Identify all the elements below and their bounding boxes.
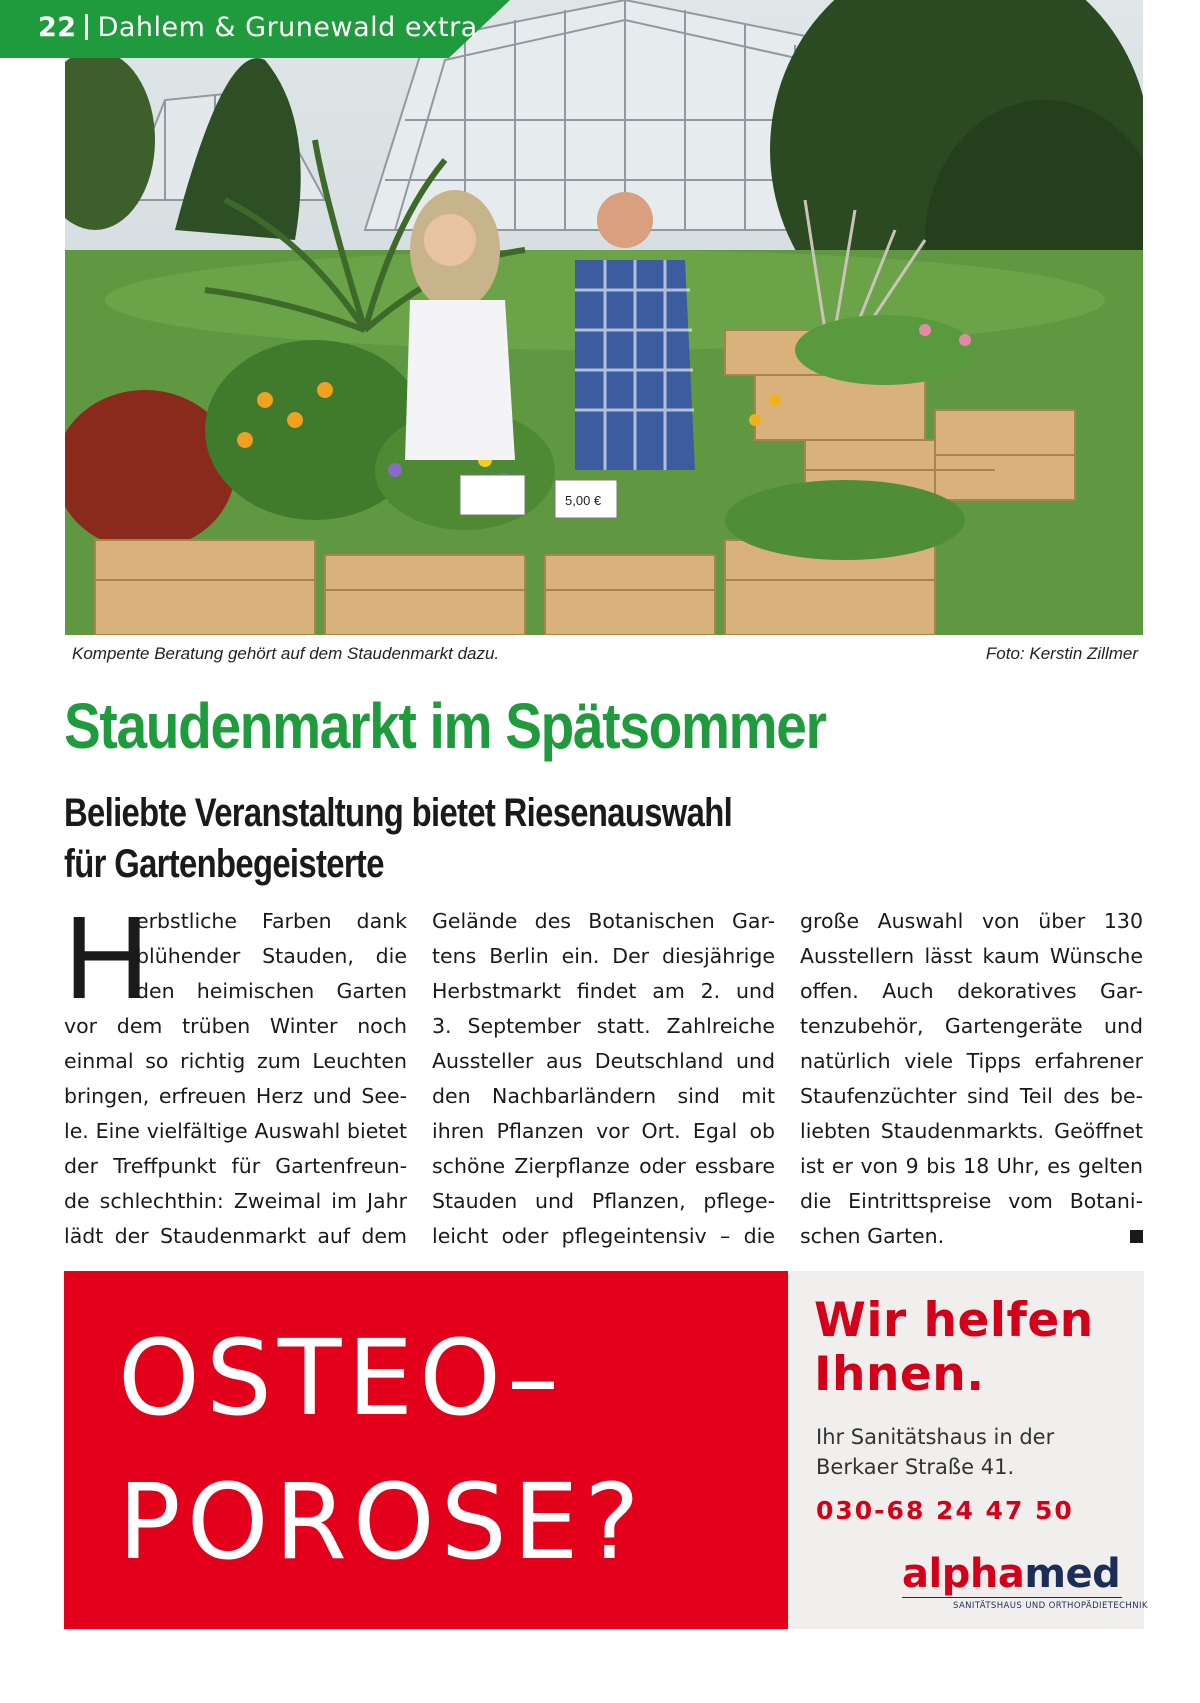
article-photo — [65, 0, 1143, 635]
ad-address-line: Ihr Sanitätshaus in der — [816, 1425, 1055, 1449]
article-subheadline — [64, 788, 884, 890]
page-number: 22 — [38, 12, 77, 43]
text-line: der Treffpunkt für Gartenfreun- — [64, 1154, 407, 1178]
ad-address-line: Berkaer Straße 41. — [816, 1455, 1015, 1479]
logo-part-med: med — [1024, 1551, 1121, 1597]
ad-headline-line: Ihnen. — [814, 1347, 985, 1402]
logo-tagline: SANITÄTSHAUS UND ORTHOPÄDIETECHNIK — [953, 1601, 1148, 1611]
photo-caption: Kompente Beratung gehört auf dem Staudenmarkt dazu. — [72, 644, 500, 663]
text-line: den Nachbarländern sind mit — [432, 1084, 775, 1108]
section-title: Dahlem & Grunewald extra — [97, 12, 478, 43]
end-mark-icon — [1130, 1230, 1143, 1243]
header-separator — [85, 14, 88, 40]
text-line: le. Eine vielfältige Auswahl bietet — [64, 1119, 407, 1143]
alphamed-logo — [902, 1552, 1120, 1596]
subheadline-line: Beliebte Veranstaltung bietet Riesenauswahl — [64, 791, 733, 835]
ad-headline-line: Wir helfen — [814, 1293, 1094, 1348]
text-line: ist er von 9 bis 18 Uhr, es gelten — [800, 1154, 1143, 1178]
text-line: tenzubehör, Gartengeräte und — [800, 1014, 1143, 1038]
text-line: offen. Auch dekoratives Gar- — [800, 979, 1143, 1003]
article-column-2 — [432, 904, 775, 1254]
article-headline: Staudenmarkt im Spätsommer — [64, 690, 826, 762]
text-line: liebten Staudenmarkts. Geöffnet — [800, 1119, 1143, 1143]
photo-caption-row — [72, 644, 1138, 670]
text-line: erbstliche Farben dank — [136, 909, 407, 933]
text-line: Aussteller aus Deutschland und — [432, 1049, 775, 1073]
text-line: schöne Zierpflanze oder essbare — [432, 1154, 775, 1178]
text-line: 3. September statt. Zahlreiche — [432, 1014, 775, 1038]
text-line: de schlechthin: Zweimal im Jahr — [64, 1189, 407, 1213]
text-line: lädt der Staudenmarkt auf dem — [64, 1224, 407, 1248]
text-line-last — [800, 1219, 1143, 1254]
text-line: ihren Pflanzen vor Ort. Egal ob — [432, 1119, 775, 1143]
text-line: die Eintrittspreise vom Botani- — [800, 1189, 1143, 1213]
ad-address — [816, 1422, 1054, 1482]
price-sign: 5,00 € — [565, 493, 602, 508]
text-line: leicht oder pflegeintensiv – die — [432, 1224, 775, 1248]
text-line: blühender Stauden, die — [136, 944, 407, 968]
ad-big-text-line-1: OSTEO– — [118, 1317, 565, 1439]
text-line: natürlich viele Tipps erfahrener — [800, 1049, 1143, 1073]
dropcap: H — [64, 892, 150, 1024]
text-line: vor dem trüben Winter noch — [64, 1014, 407, 1038]
ad-headline — [814, 1294, 1094, 1402]
ad-big-text-line-2: POROSE? — [118, 1461, 646, 1583]
text-line: schen Garten. — [800, 1224, 945, 1248]
article-column-1 — [64, 892, 407, 1254]
logo-underline — [902, 1597, 1122, 1598]
text-line: bringen, erfreuen Herz und See- — [64, 1084, 407, 1108]
text-line: den heimischen Garten — [136, 979, 407, 1003]
subheadline-line: für Gartenbegeisterte — [64, 842, 384, 886]
ad-phone-number: 030-68 24 47 50 — [816, 1496, 1074, 1525]
text-line: Ausstellern lässt kaum Wünsche — [800, 944, 1143, 968]
text-line: große Auswahl von über 130 — [800, 909, 1143, 933]
text-line: Herbstmarkt findet am 2. und — [432, 979, 775, 1003]
article-column-3 — [800, 904, 1143, 1254]
logo-part-alpha: alpha — [902, 1551, 1025, 1597]
section-header — [38, 12, 478, 43]
text-line: Stauden und Pflanzen, pflege- — [432, 1189, 775, 1213]
text-line: Gelände des Botanischen Gar- — [432, 909, 775, 933]
text-line: Staufenzüchter sind Teil des be- — [800, 1084, 1143, 1108]
photo-credit: Foto: Kerstin Zillmer — [985, 644, 1138, 663]
text-line: tens Berlin ein. Der diesjährige — [432, 944, 775, 968]
text-line: einmal so richtig zum Leuchten — [64, 1049, 407, 1073]
